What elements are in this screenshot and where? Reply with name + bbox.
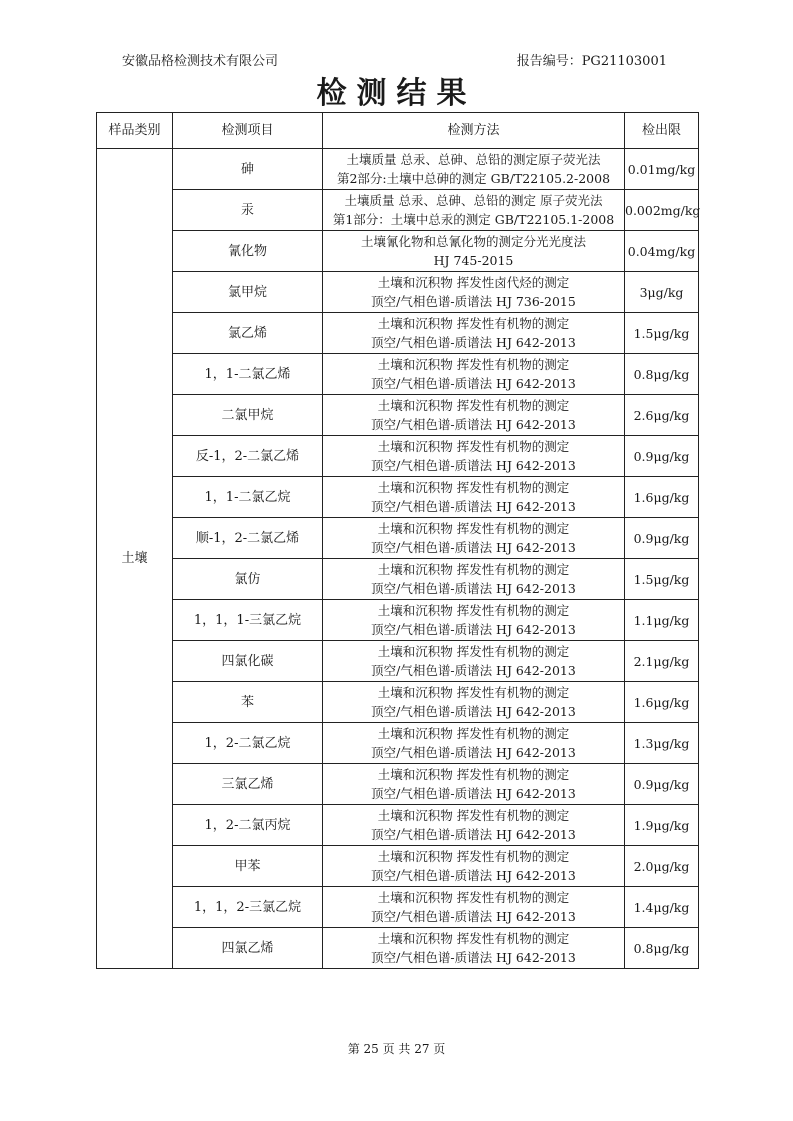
test-method-cell	[323, 559, 625, 600]
method-line-1: 土壤和沉积物 挥发性有机物的测定	[377, 931, 570, 946]
test-method-cell	[323, 723, 625, 764]
method-line-2: 顶空/气相色谱-质谱法 HJ 642-2013	[371, 909, 576, 924]
table-row	[97, 149, 699, 190]
col-header-limit: 检出限	[625, 113, 699, 149]
detection-limit-cell: 1.9μg/kg	[625, 805, 699, 846]
test-item-cell: 1，1-二氯乙烷	[173, 477, 323, 518]
test-method-cell	[323, 436, 625, 477]
method-line-1: 土壤质量 总汞、总砷、总铅的测定原子荧光法	[346, 152, 601, 167]
test-method-cell	[323, 887, 625, 928]
method-line-2: 顶空/气相色谱-质谱法 HJ 642-2013	[371, 499, 576, 514]
report-number: 报告编号：PG21103001	[516, 54, 667, 69]
test-method-cell	[323, 518, 625, 559]
test-item-cell: 氯仿	[173, 559, 323, 600]
method-line-2: 顶空/气相色谱-质谱法 HJ 642-2013	[371, 622, 576, 637]
test-method-cell	[323, 682, 625, 723]
detection-limit-cell: 1.5μg/kg	[625, 559, 699, 600]
test-item-cell: 苯	[173, 682, 323, 723]
method-line-1: 土壤和沉积物 挥发性有机物的测定	[377, 357, 570, 372]
detection-limit-cell: 0.9μg/kg	[625, 436, 699, 477]
results-table	[96, 112, 699, 969]
test-item-cell: 氯乙烯	[173, 313, 323, 354]
method-line-1: 土壤和沉积物 挥发性卤代烃的测定	[377, 275, 570, 290]
method-line-1: 土壤和沉积物 挥发性有机物的测定	[377, 398, 570, 413]
test-item-cell: 汞	[173, 190, 323, 231]
method-line-1: 土壤和沉积物 挥发性有机物的测定	[377, 767, 570, 782]
method-line-1: 土壤和沉积物 挥发性有机物的测定	[377, 849, 570, 864]
test-method-cell	[323, 149, 625, 190]
method-line-1: 土壤和沉积物 挥发性有机物的测定	[377, 316, 570, 331]
method-line-2: 顶空/气相色谱-质谱法 HJ 642-2013	[371, 745, 576, 760]
test-method-cell	[323, 272, 625, 313]
test-item-cell: 1，2-二氯乙烷	[173, 723, 323, 764]
test-item-cell: 四氯化碳	[173, 641, 323, 682]
method-line-2: 顶空/气相色谱-质谱法 HJ 642-2013	[371, 704, 576, 719]
method-line-1: 土壤和沉积物 挥发性有机物的测定	[377, 439, 570, 454]
table-row	[97, 805, 699, 846]
method-line-2: 顶空/气相色谱-质谱法 HJ 642-2013	[371, 458, 576, 473]
table-row	[97, 887, 699, 928]
col-header-category: 样品类别	[97, 113, 173, 149]
detection-limit-cell: 2.1μg/kg	[625, 641, 699, 682]
method-line-1: 土壤和沉积物 挥发性有机物的测定	[377, 480, 570, 495]
test-method-cell	[323, 641, 625, 682]
detection-limit-cell: 0.8μg/kg	[625, 928, 699, 969]
table-row	[97, 272, 699, 313]
test-item-cell: 1，1，2-三氯乙烷	[173, 887, 323, 928]
method-line-2: 顶空/气相色谱-质谱法 HJ 642-2013	[371, 581, 576, 596]
test-method-cell	[323, 190, 625, 231]
test-method-cell	[323, 600, 625, 641]
method-line-1: 土壤和沉积物 挥发性有机物的测定	[377, 521, 570, 536]
col-header-item: 检测项目	[173, 113, 323, 149]
detection-limit-cell: 1.1μg/kg	[625, 600, 699, 641]
table-header-row	[97, 113, 699, 149]
table-row	[97, 600, 699, 641]
test-item-cell: 三氯乙烯	[173, 764, 323, 805]
page-title: 检测结果	[316, 76, 477, 111]
table-row	[97, 354, 699, 395]
method-line-1: 土壤和沉积物 挥发性有机物的测定	[377, 562, 570, 577]
test-item-cell: 砷	[173, 149, 323, 190]
col-header-method: 检测方法	[323, 113, 625, 149]
method-line-1: 土壤和沉积物 挥发性有机物的测定	[377, 603, 570, 618]
detection-limit-cell: 1.3μg/kg	[625, 723, 699, 764]
detection-limit-cell: 2.0μg/kg	[625, 846, 699, 887]
test-item-cell: 四氯乙烯	[173, 928, 323, 969]
method-line-2: 顶空/气相色谱-质谱法 HJ 642-2013	[371, 663, 576, 678]
test-item-cell: 1，1-二氯乙烯	[173, 354, 323, 395]
table-row	[97, 313, 699, 354]
method-line-2: 顶空/气相色谱-质谱法 HJ 642-2013	[371, 417, 576, 432]
method-line-1: 土壤质量 总汞、总砷、总铅的测定 原子荧光法	[344, 193, 603, 208]
test-method-cell	[323, 477, 625, 518]
table-row	[97, 190, 699, 231]
test-method-cell	[323, 395, 625, 436]
table-row	[97, 231, 699, 272]
test-method-cell	[323, 928, 625, 969]
detection-limit-cell: 0.9μg/kg	[625, 518, 699, 559]
table-row	[97, 846, 699, 887]
method-line-1: 土壤和沉积物 挥发性有机物的测定	[377, 685, 570, 700]
detection-limit-cell: 0.9μg/kg	[625, 764, 699, 805]
table-row	[97, 477, 699, 518]
detection-limit-cell: 1.5μg/kg	[625, 313, 699, 354]
test-method-cell	[323, 805, 625, 846]
test-method-cell	[323, 231, 625, 272]
test-item-cell: 甲苯	[173, 846, 323, 887]
table-row	[97, 723, 699, 764]
test-method-cell	[323, 764, 625, 805]
table-row	[97, 682, 699, 723]
table-row	[97, 641, 699, 682]
test-item-cell: 1，2-二氯丙烷	[173, 805, 323, 846]
table-body	[97, 149, 699, 969]
test-item-cell: 氰化物	[173, 231, 323, 272]
detection-limit-cell: 3μg/kg	[625, 272, 699, 313]
test-item-cell: 反-1，2-二氯乙烯	[173, 436, 323, 477]
method-line-1: 土壤和沉积物 挥发性有机物的测定	[377, 726, 570, 741]
method-line-2: 顶空/气相色谱-质谱法 HJ 642-2013	[371, 786, 576, 801]
table-row	[97, 559, 699, 600]
test-item-cell: 顺-1，2-二氯乙烯	[173, 518, 323, 559]
test-item-cell: 氯甲烷	[173, 272, 323, 313]
test-method-cell	[323, 846, 625, 887]
detection-limit-cell: 0.8μg/kg	[625, 354, 699, 395]
detection-limit-cell: 0.01mg/kg	[625, 149, 699, 190]
page-number: 第 25 页 共 27 页	[347, 1042, 446, 1056]
detection-limit-cell: 0.002mg/kg	[625, 190, 699, 231]
method-line-2: 顶空/气相色谱-质谱法 HJ 736-2015	[371, 294, 576, 309]
test-item-cell: 二氯甲烷	[173, 395, 323, 436]
test-method-cell	[323, 354, 625, 395]
method-line-2: 第1部分：土壤中总汞的测定 GB/T22105.1-2008	[332, 212, 615, 227]
detection-limit-cell: 2.6μg/kg	[625, 395, 699, 436]
method-line-2: 顶空/气相色谱-质谱法 HJ 642-2013	[371, 335, 576, 350]
table-row	[97, 928, 699, 969]
method-line-1: 土壤和沉积物 挥发性有机物的测定	[377, 890, 570, 905]
table-row	[97, 764, 699, 805]
detection-limit-cell: 1.6μg/kg	[625, 477, 699, 518]
method-line-2: 顶空/气相色谱-质谱法 HJ 642-2013	[371, 540, 576, 555]
method-line-2: 顶空/气相色谱-质谱法 HJ 642-2013	[371, 950, 576, 965]
detection-limit-cell: 1.4μg/kg	[625, 887, 699, 928]
method-line-2: 顶空/气相色谱-质谱法 HJ 642-2013	[371, 868, 576, 883]
method-line-2: HJ 745-2015	[433, 253, 514, 268]
method-line-2: 顶空/气相色谱-质谱法 HJ 642-2013	[371, 376, 576, 391]
detection-limit-cell: 1.6μg/kg	[625, 682, 699, 723]
detection-limit-cell: 0.04mg/kg	[625, 231, 699, 272]
method-line-1: 土壤和沉积物 挥发性有机物的测定	[377, 644, 570, 659]
company-name: 安徽品格检测技术有限公司	[122, 54, 279, 69]
table-row	[97, 395, 699, 436]
method-line-2: 顶空/气相色谱-质谱法 HJ 642-2013	[371, 827, 576, 842]
method-line-1: 土壤氰化物和总氰化物的测定分光光度法	[360, 234, 586, 249]
test-method-cell	[323, 313, 625, 354]
method-line-1: 土壤和沉积物 挥发性有机物的测定	[377, 808, 570, 823]
sample-category-cell: 土壤	[97, 149, 173, 969]
method-line-2: 第2部分:土壤中总砷的测定 GB/T22105.2-2008	[336, 171, 611, 186]
table-row	[97, 518, 699, 559]
table-row	[97, 436, 699, 477]
test-item-cell: 1，1，1-三氯乙烷	[173, 600, 323, 641]
